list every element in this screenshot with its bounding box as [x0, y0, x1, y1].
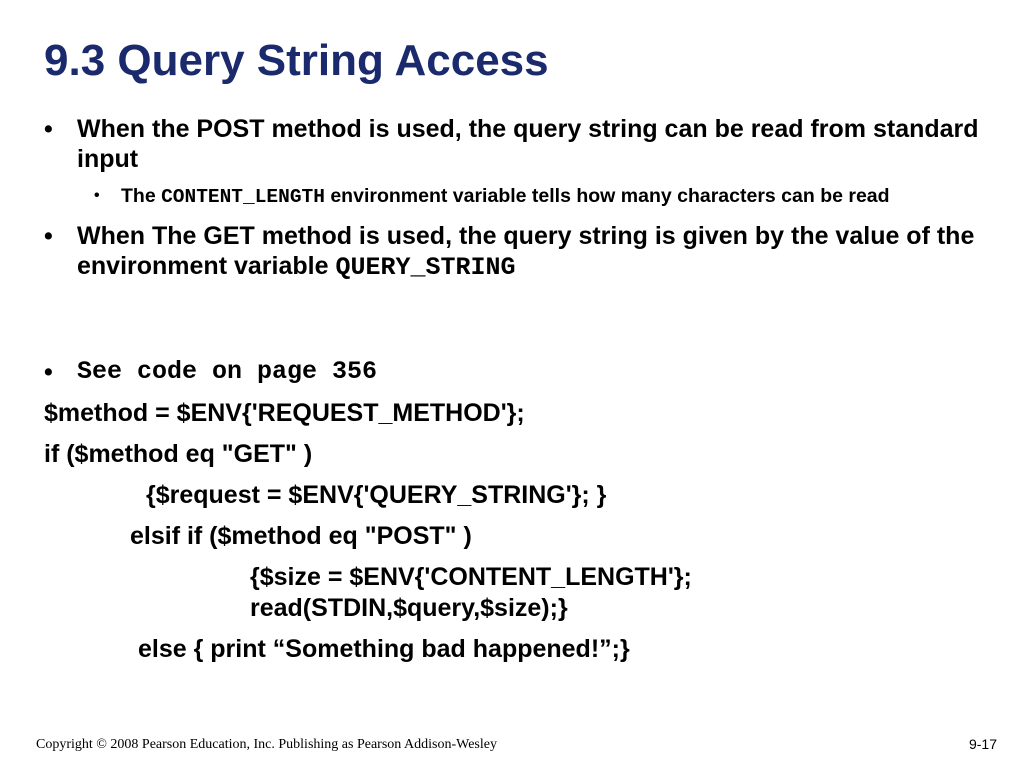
bullet-text: When the POST method is used, the query string can be read from standard input — [77, 115, 979, 173]
see-code-bullet — [44, 357, 377, 387]
code-line: elsif if ($method eq "POST" ) — [130, 522, 472, 550]
sub-bullet-text-before: The — [121, 185, 162, 207]
code-line: {$size = $ENV{'CONTENT_LENGTH'}; — [250, 563, 692, 591]
bullet-item — [44, 114, 984, 174]
footer-copyright: Copyright © 2008 Pearson Education, Inc. Publishing as Pearson Addison-Wesley — [36, 737, 497, 752]
sub-bullet-text — [121, 184, 890, 209]
code-line: read(STDIN,$query,$size);} — [250, 594, 568, 622]
bullet-text — [77, 221, 984, 283]
env-var-query-string: QUERY_STRING — [335, 253, 516, 282]
bullet-dot: • — [44, 115, 53, 143]
see-code-text: See code on page 356 — [77, 357, 378, 386]
sub-bullet-text-after: environment variable tells how many characters can be read — [324, 185, 890, 207]
bullet-dot: • — [44, 222, 53, 250]
code-line: {$request = $ENV{'QUERY_STRING'}; } — [146, 481, 607, 509]
code-line: if ($method eq "GET" ) — [44, 440, 313, 468]
bullet-dot: • — [44, 358, 53, 386]
bullet-item — [44, 221, 984, 283]
env-var-content-length: CONTENT_LENGTH — [161, 186, 325, 208]
code-line: $method = $ENV{'REQUEST_METHOD'}; — [44, 399, 525, 427]
sub-bullet-dot: • — [94, 187, 100, 204]
footer-page-number: 9-17 — [968, 736, 997, 752]
sub-bullet-item — [94, 184, 984, 209]
bullet-list — [44, 114, 984, 283]
code-line: else { print “Something bad happened!”;} — [138, 635, 630, 663]
bullet-text-main: When The GET method is used, the query string is given by the value of the environment variable — [77, 222, 975, 280]
slide-title: 9.3 Query String Access — [44, 36, 549, 85]
